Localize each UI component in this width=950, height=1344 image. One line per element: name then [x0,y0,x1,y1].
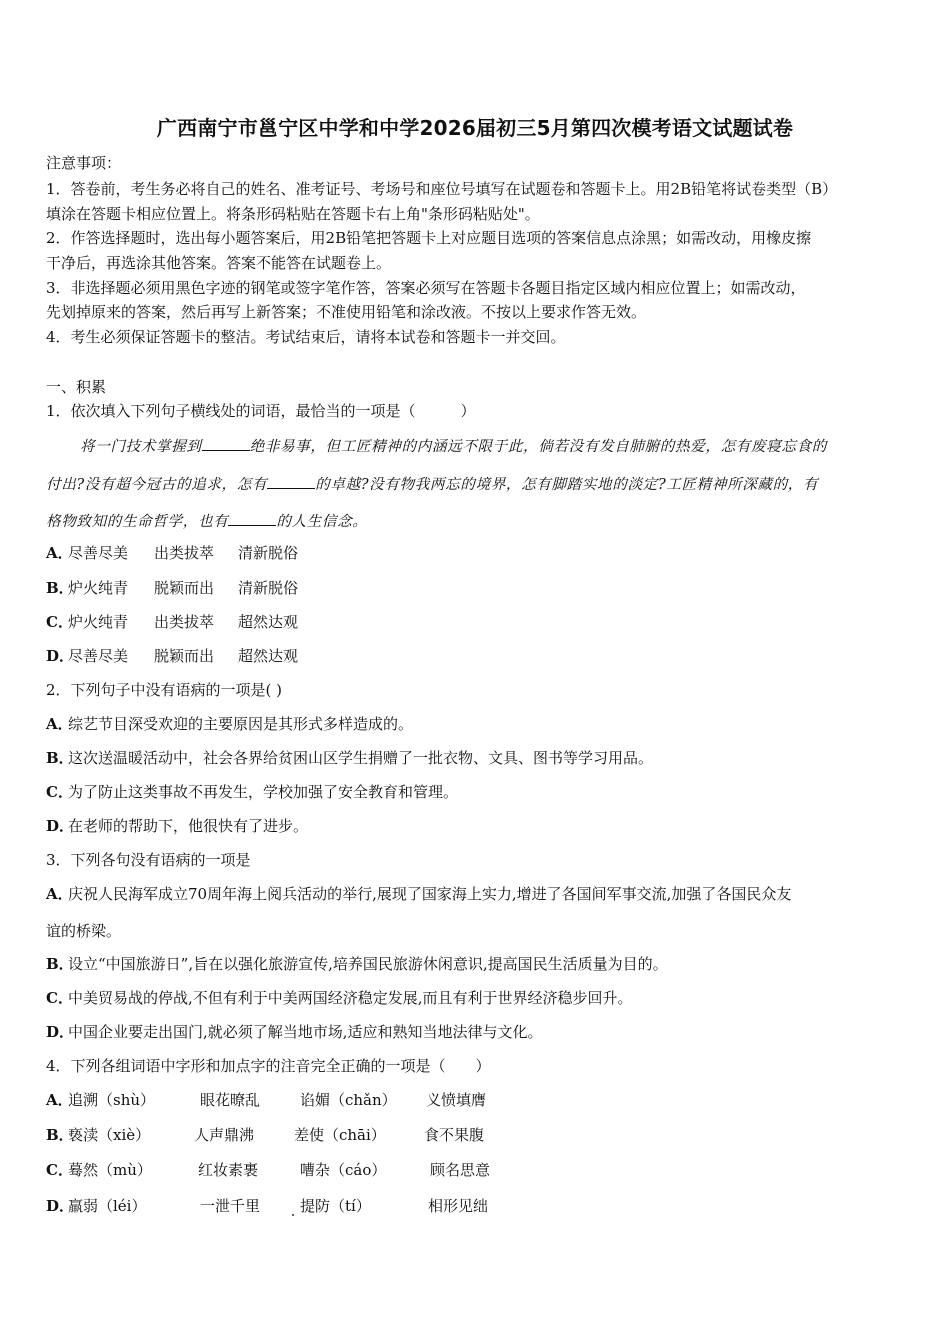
emphasis-dot [292,1214,294,1216]
notes-line: 3．非选择题必须用黑色字迹的钢笔或签字笔作答，答案必须写在答题卡各题目指定区域内相应位置上；如需改动， [46,279,806,297]
option-text: 这次送温暖活动中，社会各界给贫困山区学生捐赠了一批衣物、文具、图书等学习用品。 [68,749,654,767]
option-label: D． [46,817,75,835]
answer-blank[interactable] [228,511,276,526]
question-1-option-a[interactable] [46,543,298,563]
option-text: 设立“中国旅游日”,旨在以强化旅游宣传,培养国民旅游休闲意识,提高国民生活质量为目的。 [68,955,668,973]
question-2-option-c[interactable] [46,782,458,802]
notes-line: 2．作答选择题时，选出每小题答案后，用2B铅笔把答题卡上对应题目选项的答案信息点涂黑；如需改动，用橡皮擦 [46,229,812,247]
notes-line: 干净后，再选涂其他答案。答案不能答在试题卷上。 [46,254,392,272]
option-term: 出类拔萃 [154,613,215,631]
option-label: C． [46,989,73,1007]
option-term: 顾名思意 [430,1161,491,1179]
answer-blank[interactable] [202,436,250,451]
option-label: C． [46,783,73,801]
option-term: 超然达观 [238,613,299,631]
question-4-option-b[interactable] [46,1125,484,1145]
passage-text: 的卓越?没有物我两忘的境界，怎有脚踏实地的淡定?工匠精神所深藏的，有 [315,476,819,493]
section-heading: 一、积累 [46,378,107,396]
question-4-stem: 4．下列各组词语中字形和加点字的注音完全正确的一项是（ ） [46,1057,491,1075]
question-4-option-a[interactable] [46,1090,486,1110]
option-label: B． [46,1126,74,1144]
notes-line: 4．考生必须保证答题卡的整洁。考试结束后，请将本试卷和答题卡一并交回。 [46,328,566,346]
option-label: A． [46,885,73,903]
question-3-option-c[interactable] [46,988,633,1008]
question-3-stem: 3．下列各句没有语病的一项是 [46,851,251,869]
passage-text: 的人生信念。 [276,513,368,530]
notes-line: 先划掉原来的答案，然后再写上新答案；不准使用铅笔和涂改液。不按以上要求作答无效。 [46,303,647,321]
option-term: 羸弱（léi） [68,1197,147,1215]
option-term: 炉火纯青 [68,579,129,597]
option-term: 一泄千里 [200,1197,261,1215]
passage-text: 格物致知的生命哲学，也有 [46,513,229,530]
option-label: A． [46,544,73,562]
option-text: 庆祝人民海军成立70周年海上阅兵活动的举行,展现了国家海上实力,增进了各国间军事交流,加强了各国民众友 [68,885,792,903]
question-1-option-b[interactable] [46,578,298,598]
option-term: 眼花暸乱 [200,1091,261,1109]
option-term: 红妆素裹 [198,1161,259,1179]
question-1-passage-line [80,436,827,457]
notes-line: 1．答卷前，考生务必将自己的姓名、准考证号、考场号和座位号填写在试题卷和答题卡上。用2B铅笔将试卷类型（B） [46,180,838,198]
option-term: 蓦然（mù） [68,1161,152,1179]
question-2-stem: 2．下列句子中没有语病的一项是( ) [46,681,283,699]
option-label: A． [46,715,73,733]
question-3-option-a-continued: 谊的桥梁。 [46,922,122,940]
page-title: 广西南宁市邕宁区中学和中学2026届初三5月第四次模考语文试题试卷 [156,116,794,140]
question-1-option-d[interactable] [46,646,298,666]
option-text: 中美贸易战的停战,不但有利于中美两国经济稳定发展,而且有利于世界经济稳步回升。 [68,989,633,1007]
option-term: 谄媚（chǎn） [300,1091,397,1109]
option-term: 脱颖而出 [154,647,215,665]
option-term: 脱颖而出 [154,579,215,597]
question-1-passage-line [46,474,818,495]
question-3-option-b[interactable] [46,954,668,974]
option-term: 追溯（shù） [68,1091,156,1109]
option-label: D． [46,1197,75,1215]
option-term: 相形见绌 [428,1197,489,1215]
notes-line: 填涂在答题卡相应位置上。将条形码粘贴在答题卡右上角"条形码粘贴处"。 [46,205,540,223]
option-text: 中国企业要走出国门,就必须了解当地市场,适应和熟知当地法律与文化。 [68,1023,543,1041]
option-label: B． [46,749,74,767]
option-term: 超然达观 [238,647,299,665]
option-term: 尽善尽美 [68,544,129,562]
option-label: B． [46,955,74,973]
question-3-option-a[interactable] [46,884,791,904]
option-label: B． [46,579,74,597]
answer-blank[interactable] [267,474,315,489]
passage-text: 绝非易事，但工匠精神的内涵远不限于此，倘若没有发自肺腑的热爱，怎有废寝忘食的 [249,438,827,455]
passage-text: 付出?没有超今冠古的追求，怎有 [46,476,268,493]
option-text: 综艺节目深受欢迎的主要原因是其形式多样造成的。 [68,715,414,733]
option-term: 出类拔萃 [154,544,215,562]
question-2-option-d[interactable] [46,816,308,836]
question-4-option-d[interactable] [46,1196,488,1216]
option-text: 在老师的帮助下，他很快有了进步。 [68,817,309,835]
option-label: D． [46,647,75,665]
option-label: C． [46,613,73,631]
option-term: 炉火纯青 [68,613,129,631]
option-label: A． [46,1091,73,1109]
question-1-stem: 1．依次填入下列句子横线处的词语，最恰当的一项是（ ） [46,402,476,420]
option-term: 清新脱俗 [238,544,299,562]
option-term: 差使（chāi） [294,1126,386,1144]
option-term: 嘈杂（cáo） [300,1161,387,1179]
question-3-option-d[interactable] [46,1022,543,1042]
option-label: C． [46,1161,73,1179]
option-text: 为了防止这类事故不再发生，学校加强了安全教育和管理。 [68,783,459,801]
option-term: 食不果腹 [424,1126,485,1144]
notes-heading: 注意事项： [46,154,122,172]
question-2-option-b[interactable] [46,748,653,768]
question-1-passage-line [46,511,368,532]
option-term: 亵渎（xiè） [68,1126,151,1144]
option-term: 义愤填膺 [426,1091,487,1109]
option-term: 清新脱俗 [238,579,299,597]
question-4-option-c[interactable] [46,1160,490,1180]
option-term: 提防（tí） [300,1197,371,1215]
option-label: D． [46,1023,75,1041]
question-1-option-c[interactable] [46,612,298,632]
question-2-option-a[interactable] [46,714,413,734]
passage-text: 将一门技术掌握到 [80,438,202,455]
option-term: 尽善尽美 [68,647,129,665]
option-term: 人声鼎沸 [194,1126,255,1144]
